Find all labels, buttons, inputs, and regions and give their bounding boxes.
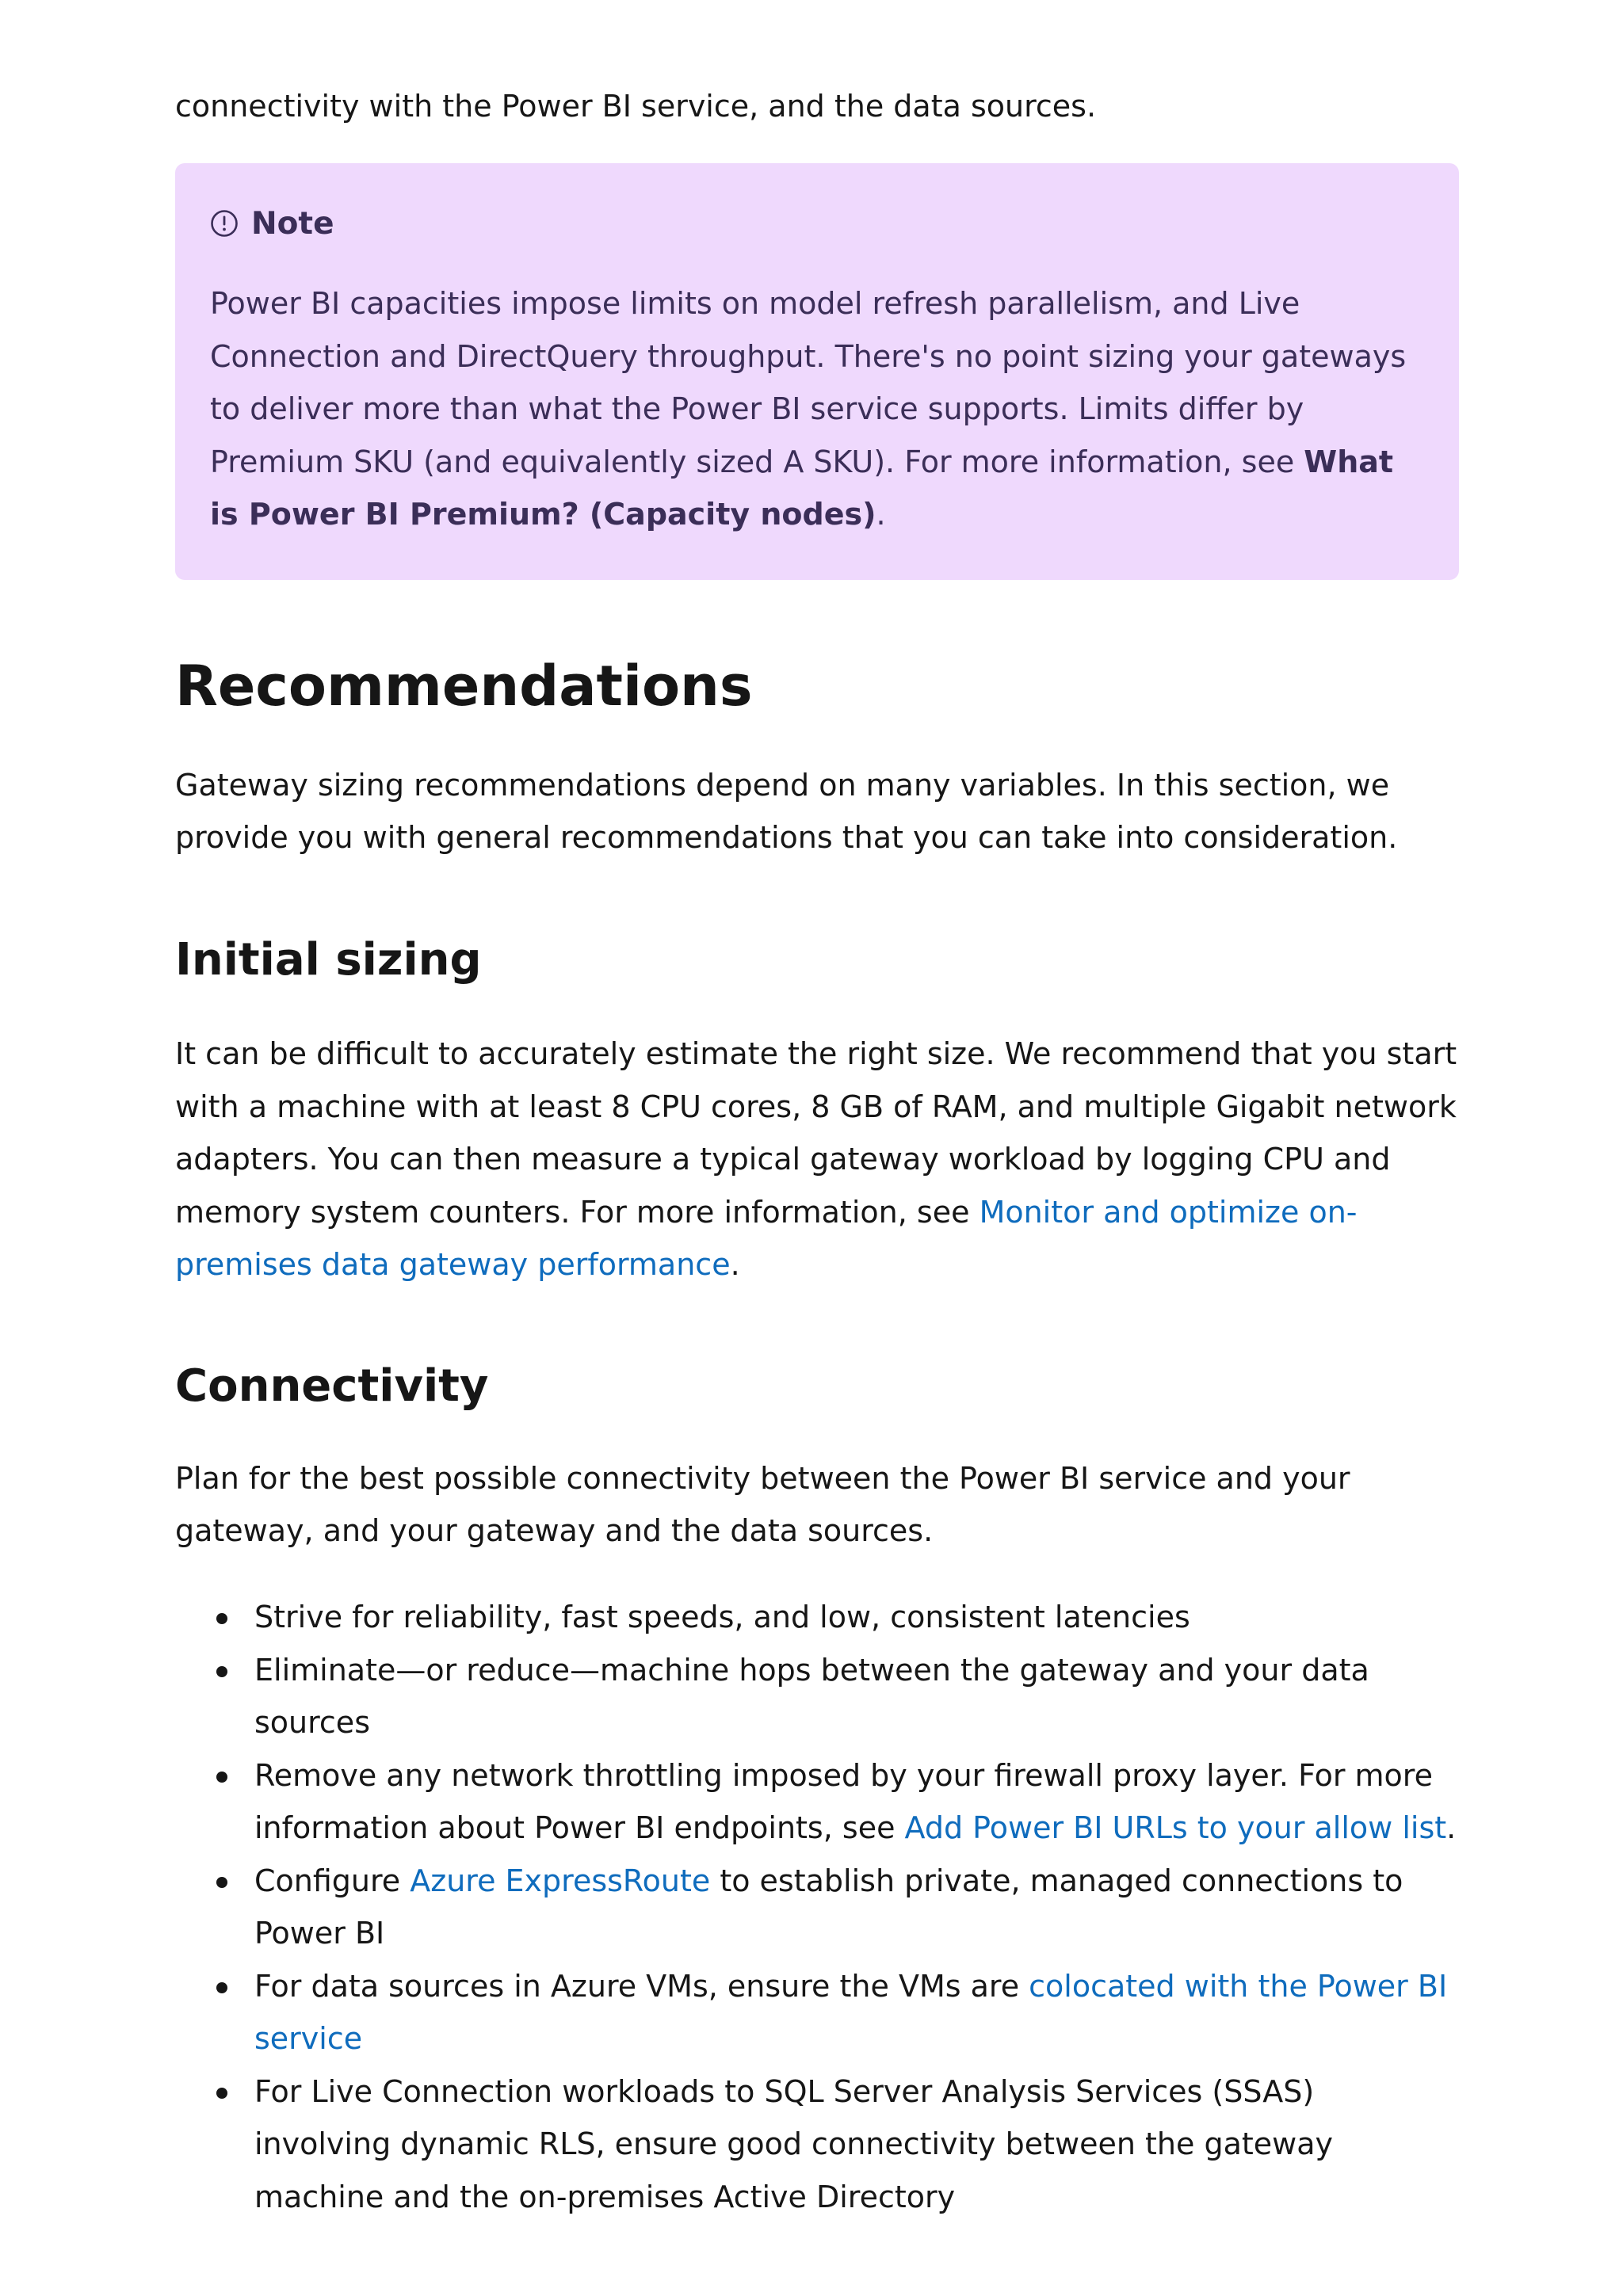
list-item <box>175 2065 1459 2224</box>
list-item <box>175 1960 1459 2065</box>
list-item-text: For data sources in Azure VMs, ensure the VMs are <box>254 1968 1029 2004</box>
recommendations-paragraph: Gateway sizing recommendations depend on many variables. In this section, we provide you with general recommendations that you can take into consideration. <box>175 768 1398 855</box>
list-item <box>175 1644 1459 1749</box>
list-item-text: For Live Connection workloads to SQL Server Analysis Services (SSAS) involving dynamic RLS, ensure good connectivity between the gateway machine and the on-premises Active Directory <box>254 2073 1333 2214</box>
bullet-dot <box>216 1613 227 1624</box>
list-item <box>175 1855 1459 1960</box>
initial-sizing-text: It can be difficult to accurately estimate the right size. We recommend that you start with a machine with at least 8 CPU cores, 8 GB of RAM, and multiple Gigabit network adapters. You can then measure a typical gateway workload by logging CPU and memory system counters. For more information, see <box>175 1036 1457 1230</box>
recommendations-heading: Recommendations <box>175 654 753 719</box>
note-text-suffix: . <box>876 497 886 532</box>
note-body <box>210 277 1424 541</box>
link-colocated-power-bi[interactable]: colocated with the Power BI service <box>254 1968 1448 2056</box>
list-item-text: Remove any network throttling imposed by your firewall proxy layer. For more information about Power BI endpoints, see <box>254 1757 1433 1845</box>
bullet-dot <box>216 1666 227 1677</box>
list-item-text: Configure <box>254 1863 411 1898</box>
bullet-dot <box>216 2088 227 2099</box>
initial-sizing-suffix: . <box>730 1247 740 1282</box>
intro-paragraph: connectivity with the Power BI service, and the data sources. <box>175 89 1097 124</box>
bullet-dot <box>216 1772 227 1783</box>
initial-sizing-heading: Initial sizing <box>175 934 482 986</box>
list-item-text: Strive for reliability, fast speeds, and low, consistent latencies <box>254 1600 1190 1634</box>
note-link-premium-capacity[interactable]: What is Power BI Premium? (Capacity nodes) <box>210 444 1394 532</box>
list-item-suffix: . <box>1446 1810 1457 1845</box>
list-item-text: Eliminate—or reduce—machine hops between the gateway and your data sources <box>254 1652 1369 1740</box>
initial-sizing-paragraph <box>175 1028 1459 1291</box>
list-item-suffix: to establish private, managed connections to Power BI <box>254 1863 1403 1951</box>
connectivity-heading: Connectivity <box>175 1360 489 1412</box>
link-azure-expressroute[interactable]: Azure ExpressRoute <box>410 1863 711 1898</box>
note-callout <box>175 163 1459 580</box>
bullet-dot <box>216 1877 227 1888</box>
bullet-dot <box>216 1982 227 1993</box>
list-item <box>175 1591 1459 1644</box>
info-circle-icon <box>210 209 239 238</box>
link-add-power-bi-urls[interactable]: Add Power BI URLs to your allow list <box>904 1810 1447 1845</box>
note-text: Power BI capacities impose limits on model refresh parallelism, and Live Connection and DirectQuery throughput. There's no point sizing your gateways to deliver more than what the Power BI service supports. Limits differ by Premium SKU (and equivalently sized A SKU). For more information, see <box>210 286 1407 479</box>
connectivity-list <box>175 1591 1459 2223</box>
connectivity-paragraph: Plan for the best possible connectivity between the Power BI service and your gateway, and your gateway and the data sources. <box>175 1461 1350 1548</box>
note-header <box>210 204 1424 242</box>
link-monitor-gateway-performance[interactable]: Monitor and optimize on-premises data gateway performance <box>175 1194 1358 1282</box>
note-title: Note <box>251 205 334 242</box>
list-item <box>175 1749 1459 1855</box>
